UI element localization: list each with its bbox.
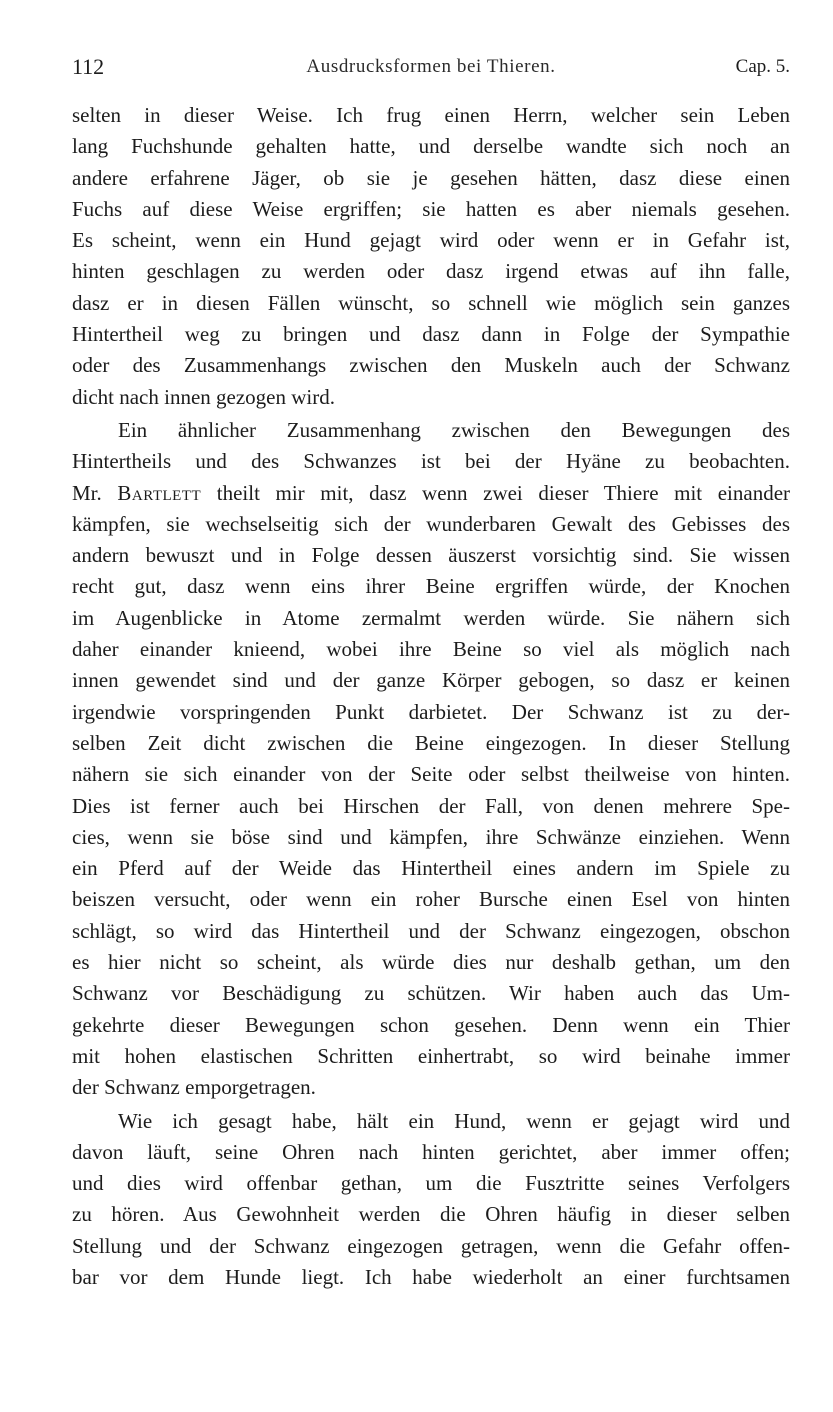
text-line: oder des Zusammenhangs zwischen den Muskeln auch der Schwanz (72, 353, 790, 378)
text-line (72, 478, 790, 509)
page-number: 112 (72, 54, 105, 79)
text-line: Dies ist ferner auch bei Hirschen der Fall, von denen mehrere Spe- (72, 793, 790, 818)
text-line: davon läuft, seine Ohren nach hinten gerichtet, aber immer offen; (72, 1139, 790, 1164)
text-line: bar vor dem Hunde liegt. Ich habe wiederholt an einer furchtsamen (72, 1264, 790, 1289)
text-line: andere erfahrene Jäger, ob sie je gesehen hätten, dasz diese einen (72, 165, 790, 190)
text-line: Schwanz vor Beschädigung zu schützen. Wir haben auch das Um- (72, 981, 790, 1006)
text-line: Hintertheil weg zu bringen und dasz dann in Folge der Sympathie (72, 322, 790, 347)
paragraph-3 (72, 1106, 790, 1294)
text-line: irgendwie vorspringenden Punkt darbietet. Der Schwanz ist zu der- (72, 699, 790, 724)
text-line: schlägt, so wird das Hintertheil und der Schwanz eingezogen, obschon (72, 918, 790, 943)
text-line: Hintertheils und des Schwanzes ist bei der Hyäne zu beobachten. (72, 449, 790, 474)
text-line: ein Pferd auf der Weide das Hintertheil eines andern im Spiele zu (72, 856, 790, 881)
text-line: dicht nach innen gezogen wird. (72, 384, 335, 409)
text-line: recht gut, dasz wenn eins ihrer Beine ergriffen würde, der Knochen (72, 574, 790, 599)
body-text (72, 100, 790, 1293)
text-line: der Schwanz emporgetragen. (72, 1075, 316, 1100)
text-line: daher einander knieend, wobei ihre Beine so viel als möglich nach (72, 637, 790, 662)
text-line: hinten geschlagen zu werden oder dasz irgend etwas auf ihn falle, (72, 259, 790, 284)
paragraph-2 (72, 415, 790, 1104)
text-line: Ein ähnlicher Zusammenhang zwischen den Bewegungen des (118, 417, 790, 442)
text-line: es hier nicht so scheint, als würde dies nur deshalb gethan, um den (72, 950, 790, 975)
text-line: Es scheint, wenn ein Hund gejagt wird oder wenn er in Gefahr ist, (72, 228, 790, 253)
text-line: kämpfen, sie wechselseitig sich der wunderbaren Gewalt des Gebisses des (72, 511, 790, 536)
chapter-reference: Cap. 5. (735, 56, 790, 77)
text-line: Wie ich gesagt habe, hält ein Hund, wenn er gejagt wird und (118, 1108, 790, 1133)
text-line: innen gewendet sind und der ganze Körper gebogen, so dasz er keinen (72, 668, 790, 693)
text-line: selten in dieser Weise. Ich frug einen Herrn, welcher sein Leben (72, 103, 790, 127)
text-line: nähern sie sich einander von der Seite oder selbst theilweise von hinten. (72, 762, 790, 787)
text-fragment: Mr. (72, 480, 102, 505)
paragraph-1 (72, 100, 790, 413)
text-line: Fuchs auf diese Weise ergriffen; sie hatten es aber niemals gesehen. (72, 196, 790, 221)
text-line: und dies wird offenbar gethan, um die Fusztritte seines Verfolgers (72, 1171, 790, 1196)
text-line: lang Fuchshunde gehalten hatte, und derselbe wandte sich noch an (72, 134, 790, 159)
text-line: zu hören. Aus Gewohnheit werden die Ohren häufig in dieser selben (72, 1202, 790, 1227)
text-line: Stellung und der Schwanz eingezogen getragen, wenn die Gefahr offen- (72, 1233, 790, 1258)
text-line: im Augenblicke in Atome zermalmt werden würde. Sie nähern sich (72, 605, 790, 630)
text-line: beiszen versucht, oder wenn ein roher Bursche einen Esel von hinten (72, 887, 790, 912)
running-head (72, 52, 790, 82)
running-title: Ausdrucksformen bei Thieren. (306, 56, 556, 77)
text-fragment: theilt mir mit, dasz wenn zwei dieser Thiere mit einander (216, 480, 791, 505)
text-line: mit hohen elastischen Schritten einhertrabt, so wird beinahe immer (72, 1043, 790, 1068)
text-line: dasz er in diesen Fällen wünscht, so schnell wie möglich sein ganzes (72, 290, 790, 315)
text-line: gekehrte dieser Bewegungen schon gesehen. Denn wenn ein Thier (72, 1012, 790, 1037)
text-line: andern bewuszt und in Folge dessen äuszerst vorsichtig sind. Sie wissen (72, 543, 790, 568)
text-line: cies, wenn sie böse sind und kämpfen, ihre Schwänze einziehen. Wenn (72, 824, 790, 849)
text-line: selben Zeit dicht zwischen die Beine eingezogen. In dieser Stellung (72, 730, 790, 755)
person-name: Bartlett (117, 480, 202, 505)
